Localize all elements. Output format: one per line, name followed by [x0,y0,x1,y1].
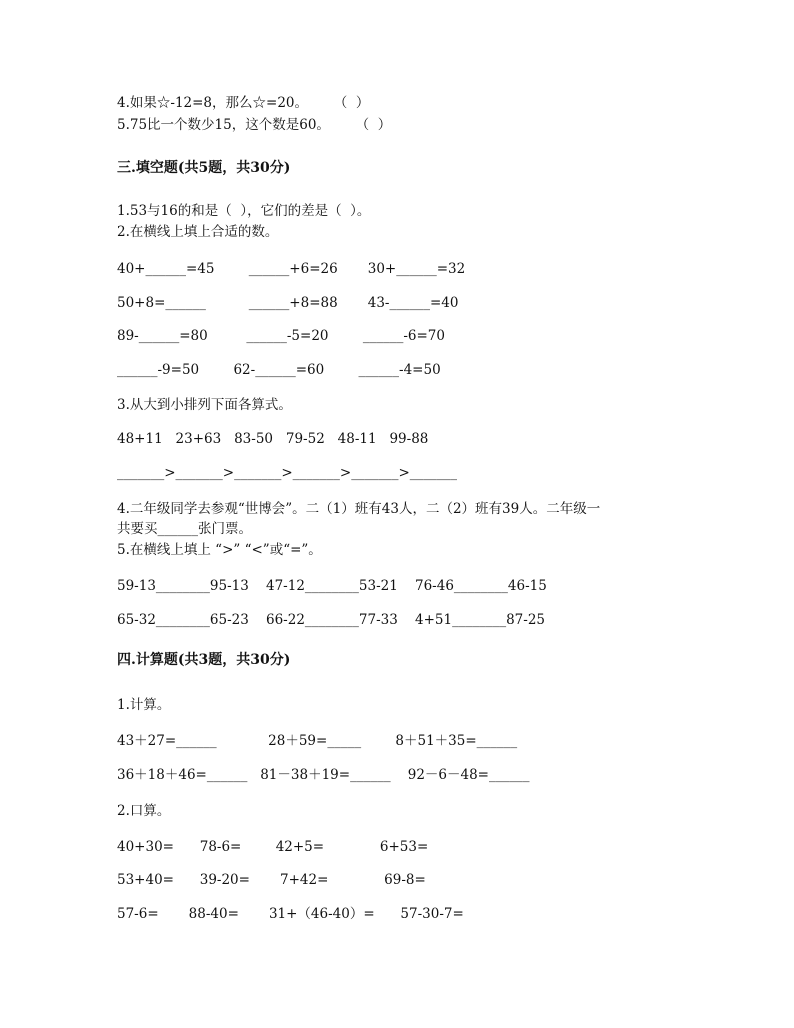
calc-q1-row: 36＋18＋46=______ 81－38＋19=______ 92－6－48=______ [117,767,530,783]
fill-q5-title: 5.在横线上填上 “>” “<”或“=”。 [117,542,322,558]
fill-q2-row: 40+______=45 ______+6=26 30+______=32 [117,261,466,277]
fill-q2-row: 50+8=______ ______+8=88 43-______=40 [117,295,459,311]
calc-q1-title: 1.计算。 [117,697,171,713]
fill-q4-line2: 共要买______张门票。 [117,521,252,537]
fill-q5-row: 65-32________65-23 66-22________77-33 4+51________87-25 [117,612,545,628]
calc-q2-row: 53+40= 39-20= 7+42= 69-8= [117,872,426,888]
section3-heading: 三.填空题(共5题，共30分) [117,160,291,176]
fill-q3-title: 3.从大到小排列下面各算式。 [117,397,292,413]
section4-heading: 四.计算题(共3题，共30分) [117,652,291,668]
judge-q4: 4.如果☆-12=8，那么☆=20。 （ ） [117,95,370,111]
fill-q5-row: 59-13________95-13 47-12________53-21 76-46________46-15 [117,578,547,594]
fill-q2-row: 89-______=80 ______-5=20 ______-6=70 [117,328,445,344]
calc-q2-title: 2.口算。 [117,803,171,819]
fill-q4-line1: 4.二年级同学去参观“世博会”。二（1）班有43人，二（2）班有39人。二年级一 [117,501,601,517]
judge-q5: 5.75比一个数少15，这个数是60。 （ ） [117,117,392,133]
fill-q2-title: 2.在横线上填上合适的数。 [117,224,279,240]
fill-q2-row: ______-9=50 62-______=60 ______-4=50 [117,362,441,378]
calc-q2-row: 57-6= 88-40= 31+（46-40）= 57-30-7= [117,906,464,922]
calc-q2-row: 40+30= 78-6= 42+5= 6+53= [117,839,429,855]
fill-q3-exprs: 48+11 23+63 83-50 79-52 48-11 99-88 [117,431,429,447]
fill-q1: 1.53与16的和是（ ），它们的差是（ ）。 [117,203,371,219]
calc-q1-row: 43＋27=______ 28＋59=_____ 8＋51＋35=______ [117,733,518,749]
fill-q3-blanks: _______>_______>_______>_______>_______>_______ [117,465,458,481]
